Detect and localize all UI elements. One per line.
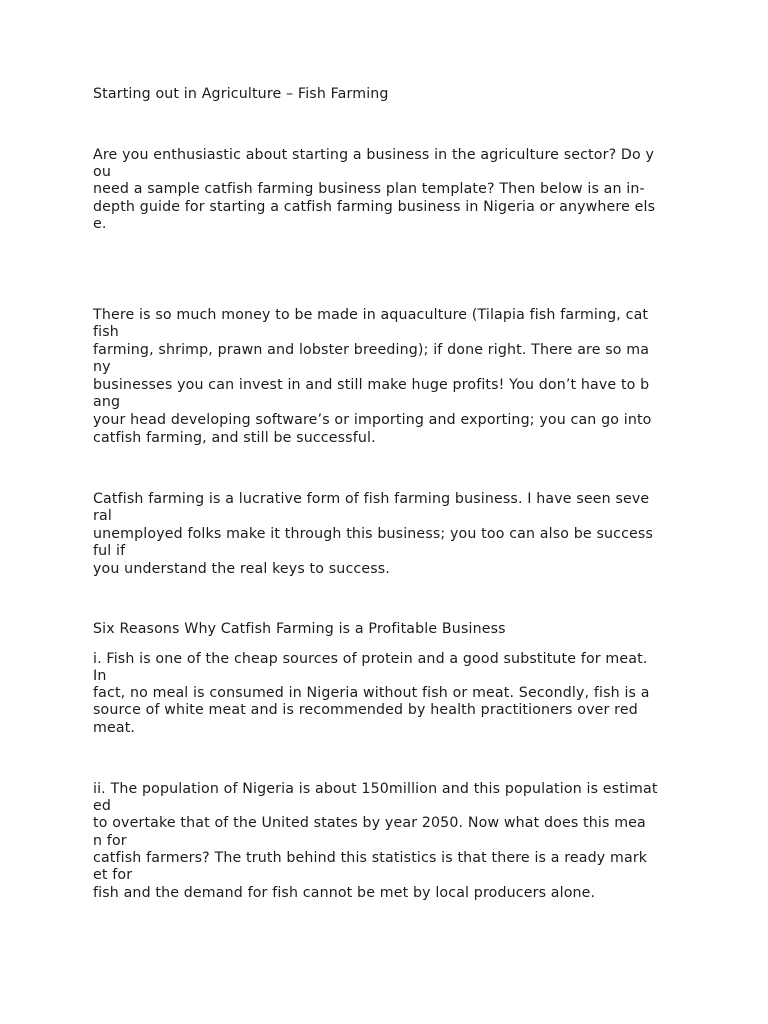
text-line: to overtake that of the United states by year 2050. Now what does this mea: [93, 815, 646, 831]
text-line: ny: [93, 359, 111, 375]
text-line: n for: [93, 833, 127, 849]
text-line: Are you enthusiastic about starting a business in the agriculture sector? Do y: [93, 147, 655, 163]
text-line: depth guide for starting a catfish farming business in Nigeria or anywhere els: [93, 199, 656, 215]
text-line: et for: [93, 867, 133, 883]
text-line: i. Fish is one of the cheap sources of protein and a good substitute for meat.: [93, 651, 648, 667]
text-line: source of white meat and is recommended by health practitioners over red: [93, 702, 638, 718]
text-line: need a sample catfish farming business plan template? Then below is an in-: [93, 181, 645, 197]
section-heading: Six Reasons Why Catfish Farming is a Profitable Business: [93, 621, 506, 637]
text-line: meat.: [93, 720, 136, 736]
text-line: fish: [93, 324, 119, 340]
text-line: ii. The population of Nigeria is about 150million and this population is estimat: [93, 781, 658, 797]
text-line: fish and the demand for fish cannot be met by local producers alone.: [93, 885, 596, 901]
text-line: businesses you can invest in and still make huge profits! You don’t have to b: [93, 377, 650, 393]
text-line: fact, no meal is consumed in Nigeria without fish or meat. Secondly, fish is a: [93, 685, 650, 701]
text-line: catfish farming, and still be successful.: [93, 430, 376, 446]
text-line: In: [93, 668, 107, 684]
text-line: unemployed folks make it through this business; you too can also be success: [93, 526, 654, 542]
text-line: you understand the real keys to success.: [93, 561, 390, 577]
text-line: ou: [93, 164, 111, 180]
text-line: farming, shrimp, prawn and lobster breeding); if done right. There are so ma: [93, 342, 650, 358]
text-line: ang: [93, 394, 121, 410]
text-line: ral: [93, 508, 112, 524]
text-line: catfish farmers? The truth behind this statistics is that there is a ready mark: [93, 850, 648, 866]
document-title: Starting out in Agriculture – Fish Farming: [93, 86, 389, 102]
text-line: e.: [93, 216, 107, 232]
text-line: your head developing software’s or importing and exporting; you can go into: [93, 412, 652, 428]
text-line: Catfish farming is a lucrative form of fish farming business. I have seen seve: [93, 491, 650, 507]
text-line: ed: [93, 798, 112, 814]
text-line: There is so much money to be made in aquaculture (Tilapia fish farming, cat: [93, 307, 649, 323]
text-line: ful if: [93, 543, 126, 559]
